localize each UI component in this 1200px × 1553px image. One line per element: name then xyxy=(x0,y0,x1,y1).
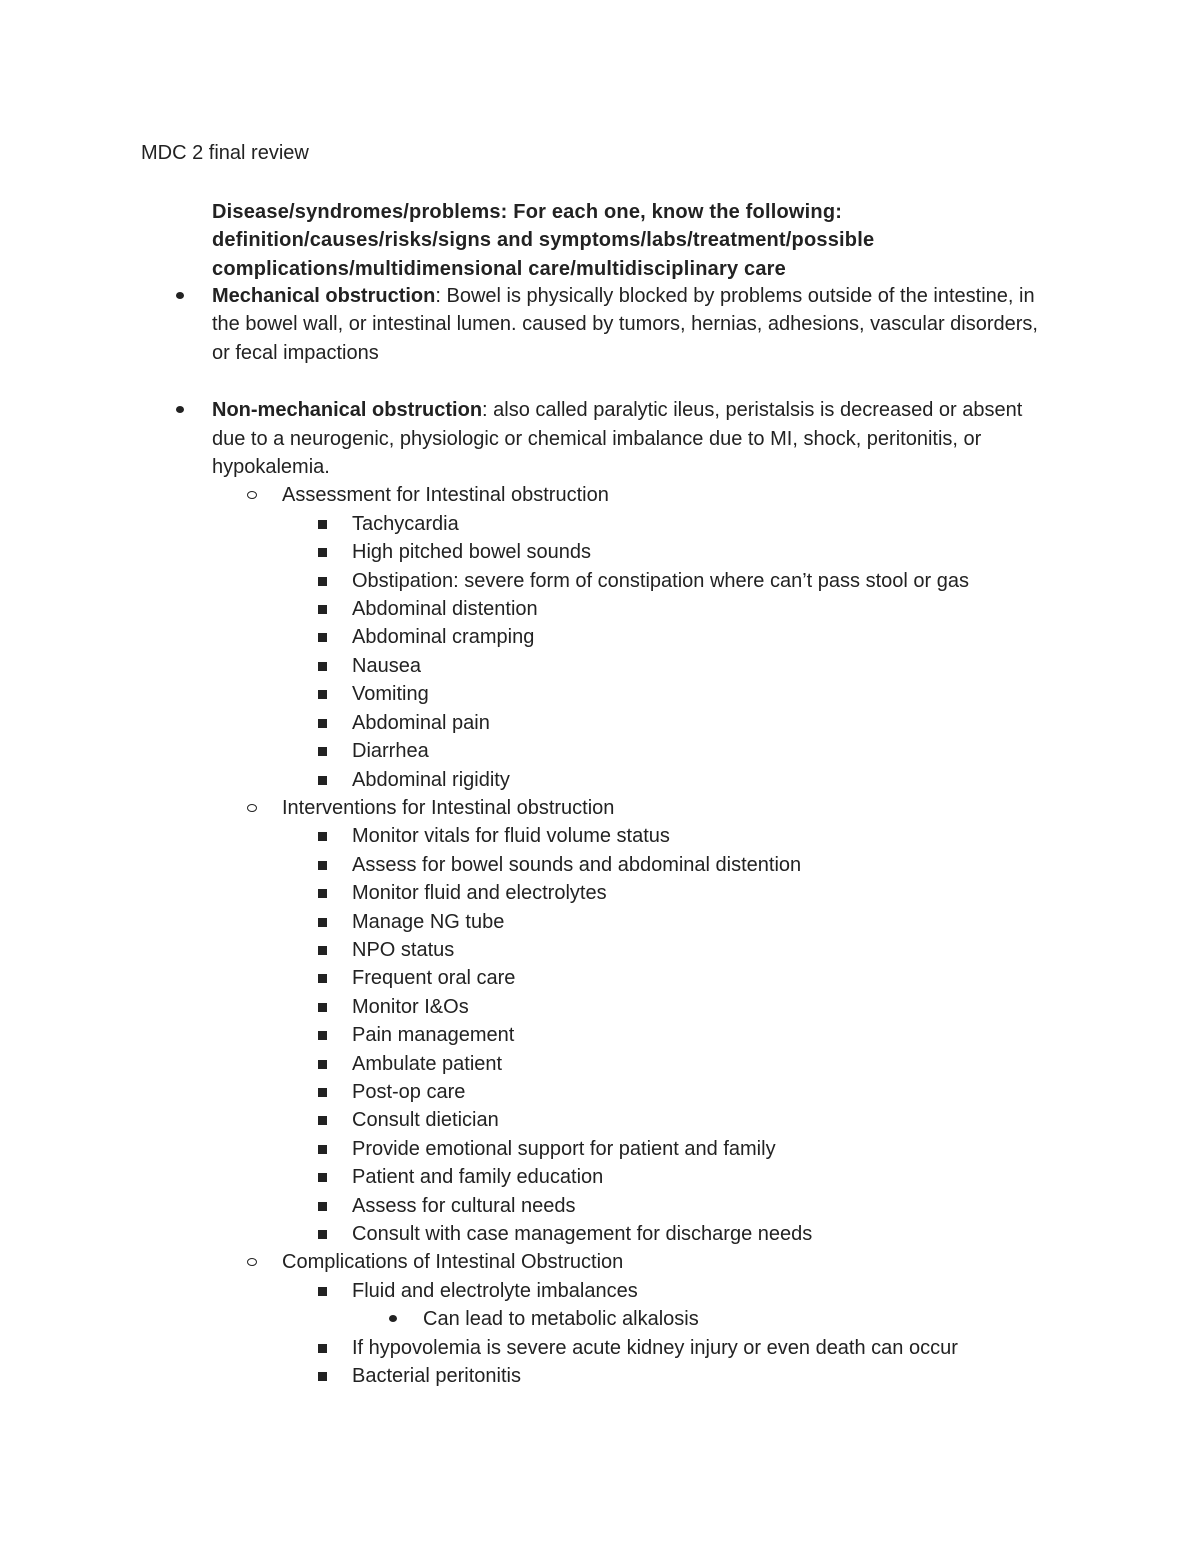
instructions-block xyxy=(212,198,932,283)
square-bullet-icon xyxy=(318,633,327,642)
square-bullet-icon xyxy=(318,520,327,529)
list-item: Manage NG tube xyxy=(0,908,1100,936)
square-bullet-icon xyxy=(318,1003,327,1012)
list-item: Vomiting xyxy=(0,680,1100,708)
interventions-list xyxy=(0,822,1100,1248)
subtopic-heading: Interventions for Intestinal obstruction xyxy=(282,796,615,819)
term-definition: : Bowel is physically blocked by problems outside of the intestine, in the bowel wall, or intestinal lumen. caused by tumors, hernias, adhesions, vascular disorders, or fecal impactions xyxy=(212,285,1038,364)
square-bullet-icon xyxy=(318,1344,327,1353)
square-bullet-icon xyxy=(318,889,327,898)
document-title: MDC 2 final review xyxy=(141,142,309,164)
square-bullet-icon xyxy=(318,747,327,756)
list-item: Ambulate patient xyxy=(0,1050,1100,1078)
list-item: Post-op care xyxy=(0,1078,1100,1106)
bullet-icon xyxy=(176,292,184,299)
topic-list xyxy=(0,282,1100,1390)
list-item: Fluid and electrolyte imbalances Can lead to metabolic alkalosis xyxy=(0,1277,1100,1334)
list-item: Abdominal rigidity xyxy=(0,766,1100,794)
list-item: Can lead to metabolic alkalosis xyxy=(0,1305,1100,1333)
instructions-line: Disease/syndromes/problems: For each one, know the following: xyxy=(212,201,843,223)
square-bullet-icon xyxy=(318,1088,327,1097)
list-item: Assess for bowel sounds and abdominal distention xyxy=(0,851,1100,879)
list-item: NPO status xyxy=(0,936,1100,964)
square-bullet-icon xyxy=(318,832,327,841)
square-bullet-icon xyxy=(318,776,327,785)
list-item: Patient and family education xyxy=(0,1163,1100,1191)
list-item: Consult with case management for discharge needs xyxy=(0,1220,1100,1248)
square-bullet-icon xyxy=(318,1173,327,1182)
list-item: Monitor I&Os xyxy=(0,993,1100,1021)
list-item: Diarrhea xyxy=(0,737,1100,765)
list-item: Abdominal cramping xyxy=(0,623,1100,651)
list-item: Abdominal pain xyxy=(0,709,1100,737)
list-item: Abdominal distention xyxy=(0,595,1100,623)
square-bullet-icon xyxy=(318,1287,327,1296)
instructions-line: complications/multidimensional care/multidisciplinary care xyxy=(212,257,786,280)
list-item: Consult dietician xyxy=(0,1106,1100,1134)
square-bullet-icon xyxy=(318,1372,327,1381)
square-bullet-icon xyxy=(318,1145,327,1154)
bullet-icon xyxy=(176,406,184,413)
list-item: Monitor vitals for fluid volume status xyxy=(0,822,1100,850)
square-bullet-icon xyxy=(318,1031,327,1040)
square-bullet-icon xyxy=(318,1060,327,1069)
list-item: If hypovolemia is severe acute kidney injury or even death can occur xyxy=(0,1334,1100,1362)
hollow-bullet-icon xyxy=(247,804,257,812)
hollow-bullet-icon xyxy=(247,1258,257,1266)
list-item: High pitched bowel sounds xyxy=(0,538,1100,566)
square-bullet-icon xyxy=(318,1202,327,1211)
list-item: Provide emotional support for patient and family xyxy=(0,1135,1100,1163)
list-item: Nausea xyxy=(0,652,1100,680)
bullet-icon xyxy=(389,1315,397,1322)
topic-nonmechanical-obstruction xyxy=(0,396,1100,1390)
subtopic-interventions xyxy=(0,794,1100,1249)
term-label: Non-mechanical obstruction xyxy=(212,399,483,422)
nested-list xyxy=(0,1305,1100,1333)
square-bullet-icon xyxy=(318,974,327,983)
square-bullet-icon xyxy=(318,548,327,557)
hollow-bullet-icon xyxy=(247,491,257,499)
square-bullet-icon xyxy=(318,946,327,955)
list-item: Frequent oral care xyxy=(0,964,1100,992)
list-item: Tachycardia xyxy=(0,510,1100,538)
subtopic-list xyxy=(0,481,1100,1390)
square-bullet-icon xyxy=(318,605,327,614)
subtopic-heading: Complications of Intestinal Obstruction xyxy=(282,1251,624,1274)
square-bullet-icon xyxy=(318,1116,327,1125)
square-bullet-icon xyxy=(318,1230,327,1239)
term-label: Mechanical obstruction xyxy=(212,285,436,307)
complications-list xyxy=(0,1277,1100,1391)
list-item: Bacterial peritonitis xyxy=(0,1362,1100,1390)
subtopic-complications xyxy=(0,1248,1100,1390)
square-bullet-icon xyxy=(318,690,327,699)
subtopic-assessment xyxy=(0,481,1100,793)
square-bullet-icon xyxy=(318,719,327,728)
square-bullet-icon xyxy=(318,577,327,586)
assessment-list xyxy=(0,510,1100,794)
list-item: Pain management xyxy=(0,1021,1100,1049)
term-definition: : also called paralytic ileus, peristalsis is decreased or absent due to a neurogenic, physiologic or chemical imbalance due to MI, shock, peritonitis, or hypokalemia. xyxy=(212,399,1023,479)
list-item: Monitor fluid and electrolytes xyxy=(0,879,1100,907)
list-item: Assess for cultural needs xyxy=(0,1192,1100,1220)
square-bullet-icon xyxy=(318,918,327,927)
instructions-line: definition/causes/risks/signs and symptoms/labs/treatment/possible xyxy=(212,229,875,252)
list-item: Obstipation: severe form of constipation where can’t pass stool or gas xyxy=(0,567,1100,595)
square-bullet-icon xyxy=(318,861,327,870)
topic-mechanical-obstruction xyxy=(0,282,1100,367)
subtopic-heading: Assessment for Intestinal obstruction xyxy=(282,484,609,507)
square-bullet-icon xyxy=(318,662,327,671)
